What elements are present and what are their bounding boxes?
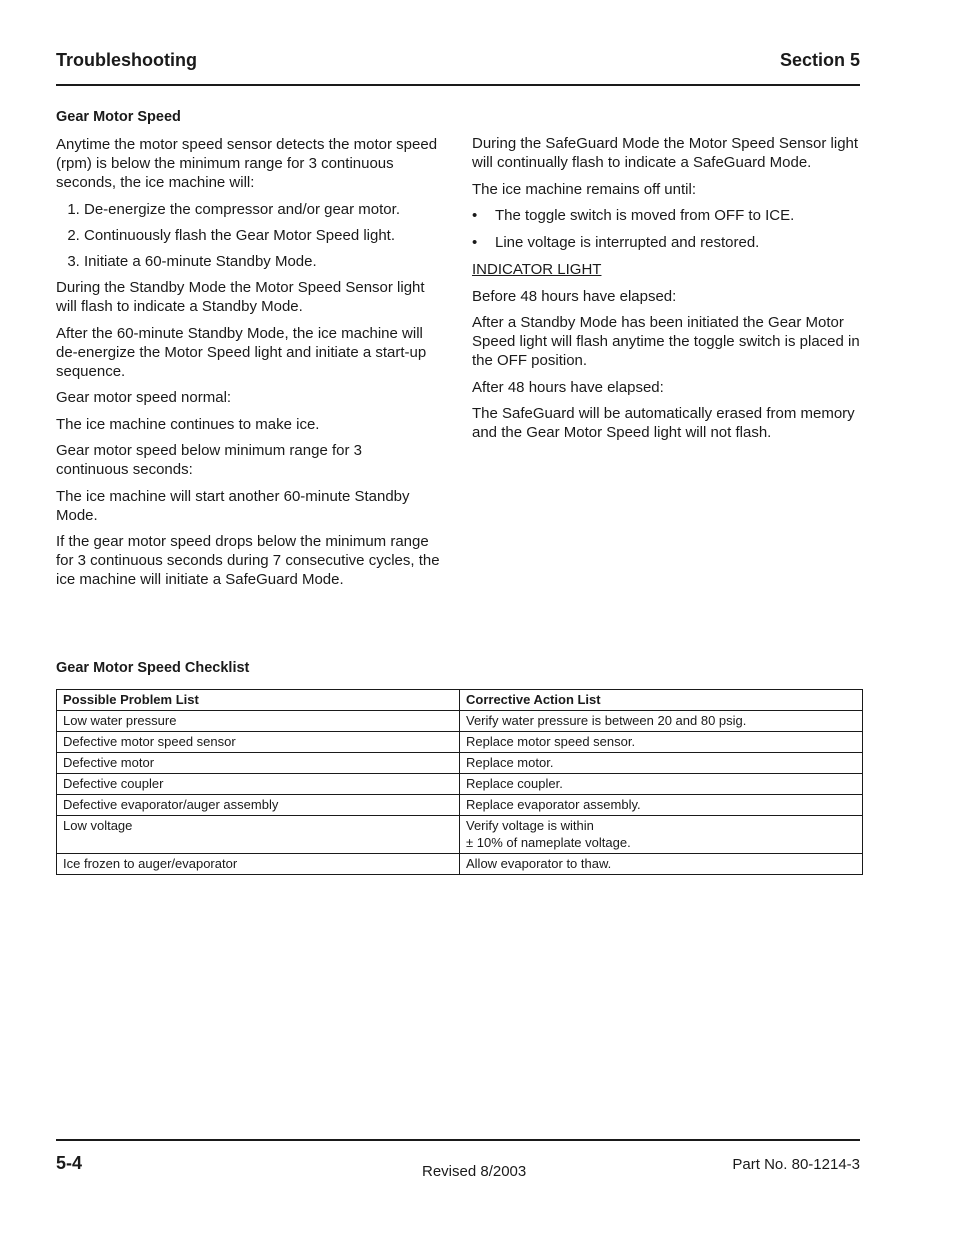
table-row [57, 711, 863, 732]
paragraph: During the Standby Mode the Motor Speed Sensor light will flash to indicate a Standby Mode. [56, 279, 425, 315]
problem-cell: Defective motor speed sensor [57, 732, 460, 753]
table-row [57, 732, 863, 753]
action-cell: Replace coupler. [460, 774, 863, 795]
paragraph: The ice machine will start another 60-minute Standby Mode. [56, 487, 410, 524]
conditions-list [472, 206, 864, 252]
paragraph: Before 48 hours have elapsed: [472, 287, 677, 305]
list-item [472, 206, 864, 225]
list-item: 3. Initiate a 60-minute Standby Mode. [84, 252, 446, 271]
paragraph: After the 60-minute Standby Mode, the ice machine will de-energize the Motor Speed light and initiate a start-up sequence. [56, 324, 427, 380]
checklist-table [56, 689, 863, 875]
paragraph: The ice machine remains off until: [472, 180, 696, 198]
paragraph: The ice machine continues to make ice. [56, 415, 320, 433]
problem-cell: Defective evaporator/auger assembly [57, 795, 460, 816]
action-cell: Replace motor speed sensor. [460, 732, 863, 753]
action-cell: Verify water pressure is between 20 and 80 psig. [460, 711, 863, 732]
action-line: Verify voltage is within [466, 818, 594, 833]
right-column [472, 134, 864, 450]
list-item-text: Line voltage is interrupted and restored. [495, 234, 760, 251]
paragraph: After a Standby Mode has been initiated the Gear Motor Speed light will flash anytime the toggle switch is placed in the OFF position. [472, 314, 860, 369]
action-cell [460, 816, 863, 854]
list-item [472, 233, 864, 252]
checklist-title: Gear Motor Speed Checklist [56, 660, 250, 676]
table-header-row [57, 690, 863, 711]
action-cell: Replace motor. [460, 753, 863, 774]
header-section-number: Section 5 [779, 50, 860, 70]
paragraph: After 48 hours have elapsed: [472, 378, 664, 396]
page-header [56, 50, 860, 86]
paragraph: The SafeGuard will be automatically erased from memory and the Gear Motor Speed light will not flash. [472, 405, 855, 441]
page-number: 5-4 [56, 1153, 83, 1173]
header-section-title: Troubleshooting [56, 50, 197, 70]
action-cell: Allow evaporator to thaw. [460, 854, 863, 875]
indicator-light-heading: INDICATOR LIGHT [472, 261, 602, 278]
table-row [57, 854, 863, 875]
intro-paragraph: Anytime the motor speed sensor detects the motor speed (rpm) is below the minimum range for 3 continuous seconds, the ice machine will: [56, 136, 438, 191]
bullet-icon: • [472, 234, 478, 251]
paragraph: Gear motor speed normal: [56, 389, 232, 406]
revision-date: Revised 8/2003 [422, 1163, 527, 1180]
list-item: 2. Continuously flash the Gear Motor Speed light. [84, 226, 446, 245]
action-line: ± 10% of nameplate voltage. [466, 835, 631, 850]
problem-cell: Ice frozen to auger/evaporator [57, 854, 460, 875]
column-header-problem: Possible Problem List [57, 690, 460, 711]
table-row [57, 795, 863, 816]
problem-cell: Low water pressure [57, 711, 460, 732]
list-item-text: The toggle switch is moved from OFF to ICE. [495, 207, 795, 224]
column-header-action: Corrective Action List [460, 690, 863, 711]
paragraph: Gear motor speed below minimum range for 3 continuous seconds: [56, 442, 362, 478]
problem-cell: Defective motor [57, 753, 460, 774]
table-row [57, 816, 863, 854]
section-heading: Gear Motor Speed [56, 109, 181, 125]
problem-cell: Low voltage [57, 816, 460, 854]
left-column [56, 108, 446, 597]
table-row [57, 753, 863, 774]
paragraph: If the gear motor speed drops below the minimum range for 3 continuous seconds during 7 consecutive cycles, the ice machine will initiate a SafeGuard Mode. [56, 533, 440, 588]
footer-divider [56, 1139, 860, 1141]
paragraph: During the SafeGuard Mode the Motor Speed Sensor light will continually flash to indicate a SafeGuard Mode. [472, 135, 859, 171]
steps-list [56, 200, 446, 271]
table-row [57, 774, 863, 795]
action-cell: Replace evaporator assembly. [460, 795, 863, 816]
problem-cell: Defective coupler [57, 774, 460, 795]
bullet-icon: • [472, 207, 478, 224]
list-item: 1. De-energize the compressor and/or gear motor. [84, 200, 446, 219]
part-number: Part No. 80-1214-3 [732, 1156, 860, 1173]
